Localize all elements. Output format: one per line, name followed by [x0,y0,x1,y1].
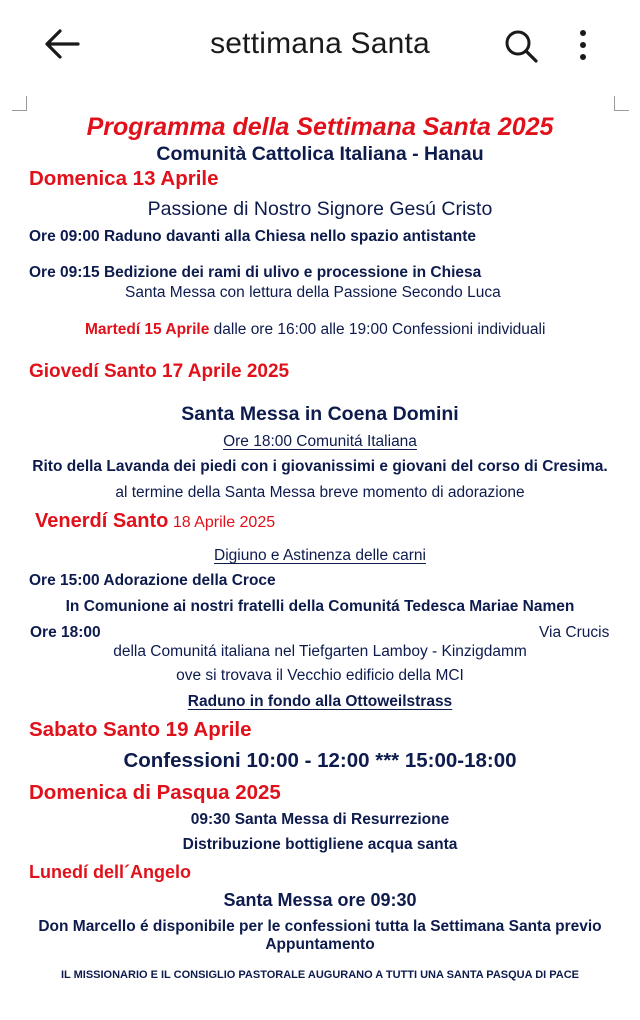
friday-heading-main: Venerdí Santo [35,510,169,532]
document-title: Programma della Settimana Santa 2025 [86,113,554,141]
sunday-heading: Domenica 13 Aprile [29,167,219,190]
search-button[interactable] [500,24,544,68]
easter-heading: Domenica di Pasqua 2025 [29,781,281,804]
thursday-time: Ore 18:00 Comunitá Italiana [223,433,417,450]
tuesday-line [85,321,545,339]
friday-heading [35,510,275,533]
search-icon [500,24,544,68]
app-bar [0,0,640,90]
document-subtitle: Comunità Cattolica Italiana - Hanau [156,143,484,165]
thursday-adoration: al termine della Santa Messa breve momento di adorazione [115,484,525,501]
passion-title: Passione di Nostro Signore Gesú Cristo [147,198,493,220]
sunday-line-mass: Santa Messa con lettura della Passione Secondo Luca [125,284,501,301]
tuesday-text: dalle ore 16:00 alle 19:00 Confessioni individuali [209,321,546,338]
tuesday-label: Martedí 15 Aprile [85,321,210,338]
sunday-line-0915: Ore 09:15 Bedizione dei rami di ulivo e processione in Chiesa [29,264,482,281]
friday-time: Ore 18:00 [30,624,101,641]
confession-note-line1: Don Marcello é disponibile per le confessioni tutta la Settimana Santa previo [38,918,602,935]
saturday-heading: Sabato Santo 19 Aprile [29,718,252,741]
friday-heading-date: 18 Aprile 2025 [168,514,276,531]
confession-note-line2: Appuntamento [265,936,375,953]
monday-mass: Santa Messa ore 09:30 [223,890,417,910]
monday-heading: Lunedí dell´Angelo [29,862,191,882]
friday-place: della Comunitá italiana nel Tiefgarten Lamboy - Kinzigdamm [113,643,527,660]
more-vertical-icon [566,24,602,68]
document-footer: IL MISSIONARIO E IL CONSIGLIO PASTORALE AUGURANO A TUTTI UNA SANTA PASQUA DI PACE [60,969,580,981]
page-title: settimana Santa [210,27,430,60]
easter-mass: 09:30 Santa Messa di Resurrezione [190,811,450,828]
page-corner-mark-right [614,96,629,111]
thursday-mass-title: Santa Messa in Coena Domini [181,403,459,425]
more-options-button[interactable] [566,24,602,68]
friday-building: ove si trovava il Vecchio edificio della MCI [176,667,464,684]
saturday-confessions: Confessioni 10:00 - 12:00 *** 15:00-18:00 [123,749,517,772]
friday-communion: In Comunione ai nostri fratelli della Comunitá Tedesca Mariae Namen [65,598,575,615]
friday-fasting: Digiuno e Astinenza delle carni [214,547,426,564]
easter-water: Distribuzione bottigliene acqua santa [182,836,458,853]
page-corner-mark-left [12,96,27,111]
thursday-heading: Giovedí Santo 17 Aprile 2025 [29,361,290,382]
sunday-line-0900: Ore 09:00 Raduno davanti alla Chiesa nello spazio antistante [29,228,477,245]
friday-meeting: Raduno in fondo alla Ottoweilstrass [187,693,453,710]
friday-cross: Ore 15:00 Adorazione della Croce [29,572,276,589]
thursday-rite: Rito della Lavanda dei piedi con i giovanissimi e giovani del corso di Cresima. [32,458,608,475]
friday-via-crucis: Via Crucis [539,624,610,641]
